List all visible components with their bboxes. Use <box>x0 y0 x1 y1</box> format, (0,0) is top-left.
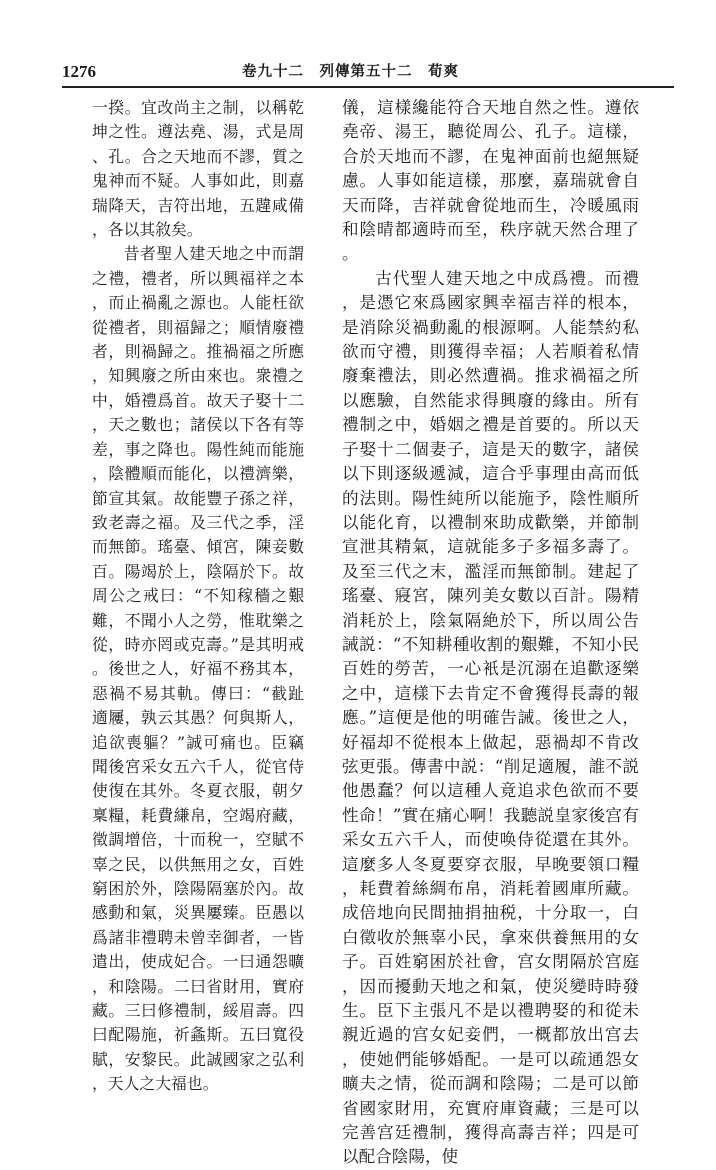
classical-text-column <box>92 96 304 1094</box>
translation-paragraph-1: 儀，這樣纔能符合天地自然之性。遵依堯帝、湯王，聽從周公、孔子。這樣，合於天地而不謬，在鬼神面前也絕無疑慮。人事如能這樣，那麼，嘉瑞就會自天而降，吉祥就會從地而生，冷暖風雨和陰晴都適時而至，秩序就天然合理了。 <box>342 98 639 264</box>
running-head: 卷九十二 列傳第五十二 荀爽 <box>242 63 459 80</box>
classical-paragraph-2: 昔者聖人建天地之中而謂之禮，禮者，所以興福祥之本，而止禍亂之源也。人能枉欲從禮者，則福歸之；順情廢禮者，則禍歸之。推禍福之所應，知興廢之所由來也。衆禮之中，婚禮爲首。故天子娶十二，天之數也；諸侯以下各有等差，事之降也。陽性純而能施，陰體順而能化，以禮濟樂，節宣其氣。故能豐子孫之祥，致老壽之福。及三代之季，淫而無節。瑤臺、傾宮，陳妾數百。陽竭於上，陰隔於下。故周公之戒曰：“不知稼穡之艱難，不聞小人之勞，惟耽樂之從，時亦罔或克壽。”是其明戒。後世之人，好福不務其本，惡禍不易其軌。傳曰：“截趾適屨，孰云其愚？何與斯人，追欲喪軀？”誠可痛也。臣竊聞後宮采女五六千人，從官侍使復在其外。冬夏衣服，朝夕稟糧，耗費縑帛，空竭府藏，徵調增倍，十而稅一，空賦不辜之民，以供無用之女，百姓窮困於外，陰陽隔塞於內。故感動和氣，災異屢臻。臣愚以爲諸非禮聘未曾幸御者，一皆遣出，使成妃合。一曰通怨曠，和陰陽。二曰省財用，實府藏。三曰修禮制，綏眉壽。四曰配陽施，祈螽斯。五曰寬役賦，安黎民。此誠國家之弘利，天人之大福也。 <box>92 244 304 1094</box>
page-number: 1276 <box>62 62 96 81</box>
classical-paragraph-1: 一揆。宜改尚主之制，以稱乾坤之性。遵法堯、湯，式是周、孔。合之天地而不謬，質之鬼神而不疑。人事如此，則嘉瑞降天，吉符出地，五韙咸備，各以其敘矣。 <box>92 98 304 240</box>
translation-column <box>342 96 639 1167</box>
header-rule <box>62 86 674 88</box>
translation-paragraph-2: 古代聖人建天地之中成爲禮。而禮，是憑它來爲國家興幸福吉祥的根本，是消除災禍動亂的根源啊。人能禁約私欲而守禮，則獲得幸福；人若順着私情廢棄禮法，則必然遭禍。推求禍福之所以應驗，自然能求得興廢的緣由。所有禮制之中，婚姻之禮是首要的。所以天子娶十二個妻子，這是天的數字，諸侯以下則逐級遞減，這合乎事理由高而低的法則。陽性純所以能施予，陰性順所以能化育，以禮制來助成歡樂，并節制宣泄其精氣，這就能多子多福多壽了。及至三代之末，濫淫而無節制。建起了瑤臺、寢宮，陳列美女數以百計。陽精消耗於上，陰氣隔絶於下，所以周公告誡説：“不知耕種收割的艱難，不知小民百姓的勞苦，一心衹是沉溺在追歡逐樂之中，這樣下去肯定不會獲得長壽的報應。”這便是他的明確告誡。後世之人，好福却不從根本上做起，惡禍却不肯改弦更張。傳書中説：“削足適履，誰不説他愚蠢？何以這種人竟追求色欲而不要性命！”實在痛心啊！我聽説皇家後宫有采女五六千人，而使唤侍從還在其外。這麼多人冬夏要穿衣服，早晚要領口糧，耗費着絲綢布帛，消耗着國庫所藏。成倍地向民間抽捐抽税，十分取一，白白徵收於無辜小民，拿來供養無用的女子。百姓窮困於社會，宫女閉隔於宫庭，因而擾動天地之和氣，使災變時時發生。臣下主張凡不是以禮聘娶的和從未親近過的宫女妃妾們，一概都放出宫去，使她們能够婚配。一是可以疏通怨女曠夫之情，從而調和陰陽；二是可以節省國家財用，充實府庫資藏；三是可以完善宫廷禮制，獲得高壽吉祥；四是可以配合陰陽，使 <box>342 268 639 1167</box>
page-header <box>62 58 674 88</box>
